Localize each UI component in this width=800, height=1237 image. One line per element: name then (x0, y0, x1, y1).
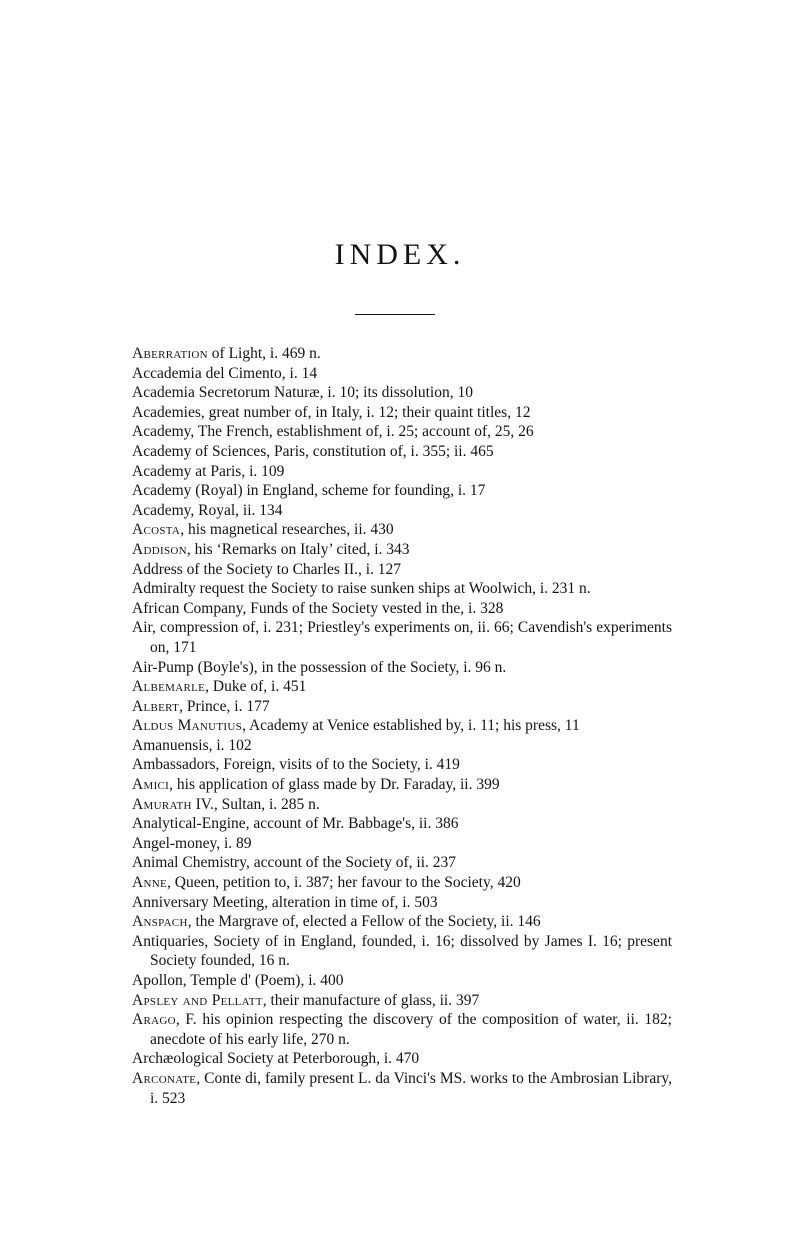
index-entry (132, 775, 672, 795)
index-entry-heading: Apsley and Pellatt (132, 991, 263, 1009)
index-entry (132, 658, 672, 678)
index-entry-text: Academy of Sciences, Paris, constitution of, i. 355; ii. 465 (132, 442, 494, 460)
index-entry (132, 873, 672, 893)
index-entry (132, 677, 672, 697)
index-entries (132, 344, 672, 1108)
index-entry-text: Animal Chemistry, account of the Society of, ii. 237 (132, 854, 457, 872)
index-entry-text: Amanuensis, i. 102 (132, 736, 252, 754)
index-entry-text: , Prince, i. 177 (179, 697, 270, 715)
index-entry (132, 834, 672, 854)
index-entry-text: Analytical-Engine, account of Mr. Babbage's, ii. 386 (132, 815, 459, 833)
index-entry (132, 462, 672, 482)
index-entry-text: , F. his opinion respecting the discovery of the composition of water, ii. 182; anecdote of his early life, 270 n. (150, 1011, 672, 1048)
title-divider (355, 314, 435, 315)
index-entry-heading: Aldus Manutius (132, 717, 243, 735)
index-entry-heading: Albemarle (132, 678, 206, 696)
index-entry-text: Air-Pump (Boyle's), in the possession of the Society, i. 96 n. (132, 658, 507, 676)
index-entry (132, 579, 672, 599)
index-entry (132, 991, 672, 1011)
index-entry-text: Address of the Society to Charles II., i. 127 (132, 560, 402, 578)
index-entry-heading: Aberration (132, 345, 208, 362)
index-entry (132, 716, 672, 736)
index-entry (132, 442, 672, 462)
index-entry (132, 932, 672, 971)
index-entry-heading: Arconate (132, 1069, 197, 1087)
index-entry-text: Archæological Society at Peterborough, i. 470 (132, 1050, 420, 1068)
index-entry (132, 814, 672, 834)
index-entry-heading: Albert (132, 697, 180, 715)
index-entry (132, 599, 672, 619)
index-entry-text: , Academy at Venice established by, i. 11; his press, 11 (242, 717, 580, 735)
index-entry-heading: Anspach (132, 913, 188, 931)
index-entry-text: African Company, Funds of the Society vested in the, i. 328 (132, 599, 504, 617)
index-entry-text: Academy, Royal, ii. 134 (132, 501, 283, 519)
index-entry (132, 422, 672, 442)
index-entry (132, 795, 672, 815)
page-title: INDEX. (334, 238, 466, 271)
index-entry (132, 344, 672, 364)
index-entry-heading: Anne (132, 874, 168, 892)
index-entry-heading: Arago (132, 1011, 176, 1029)
index-entry-text: Apollon, Temple d' (Poem), i. 400 (132, 972, 344, 989)
index-entry-text: , Queen, petition to, i. 387; her favour to the Society, 420 (167, 874, 521, 892)
index-entry (132, 501, 672, 521)
index-entry-heading: Amurath (132, 795, 192, 813)
index-entry-text: Academia Secretorum Naturæ, i. 10; its dissolution, 10 (132, 384, 473, 402)
index-entry-text: Anniversary Meeting, alteration in time of, i. 503 (132, 893, 438, 911)
index-entry (132, 912, 672, 932)
index-entry (132, 893, 672, 913)
index-entry-heading: Addison (132, 540, 187, 558)
index-entry (132, 1049, 672, 1069)
index-entry-heading: Amici (132, 776, 170, 794)
index-entry (132, 481, 672, 501)
index-entry-text: , his ‘Remarks on Italy’ cited, i. 343 (186, 540, 410, 558)
index-entry (132, 403, 672, 423)
index-entry-text: IV., Sultan, i. 285 n. (191, 795, 320, 813)
index-entry-text: , their manufacture of glass, ii. 397 (262, 991, 480, 1009)
index-entry-text: Academies, great number of, in Italy, i. 12; their quaint titles, 12 (132, 403, 531, 421)
index-entry-text: Accademia del Cimento, i. 14 (132, 364, 318, 382)
index-entry (132, 1069, 672, 1108)
index-entry-text: , his application of glass made by Dr. Faraday, ii. 399 (169, 776, 500, 794)
index-entry-text: Air, compression of, i. 231; Priestley's experiments on, ii. 66; Cavendish's experiments on, 171 (132, 619, 672, 656)
index-entry-text: Academy (Royal) in England, scheme for founding, i. 17 (132, 482, 486, 500)
index-entry-text: of Light, i. 469 n. (207, 345, 321, 362)
index-entry-text: , Duke of, i. 451 (205, 678, 307, 696)
index-entry-text: , the Margrave of, elected a Fellow of the Society, ii. 146 (187, 913, 541, 931)
index-entry-text: , his magnetical researches, ii. 430 (180, 521, 394, 539)
index-entry (132, 520, 672, 540)
index-entry-heading: Acosta (132, 521, 181, 539)
index-entry (132, 364, 672, 384)
index-entry-text: Angel-money, i. 89 (132, 834, 252, 852)
index-entry (132, 971, 672, 991)
index-entry (132, 755, 672, 775)
index-entry-text: , Conte di, family present L. da Vinci's MS. works to the Ambrosian Library, i. 523 (150, 1069, 672, 1107)
index-entry (132, 383, 672, 403)
index-entry-text: Ambassadors, Foreign, visits of to the Society, i. 419 (132, 756, 460, 774)
index-entry (132, 697, 672, 717)
index-entry (132, 560, 672, 580)
index-entry-text: Admiralty request the Society to raise sunken ships at Woolwich, i. 231 n. (132, 580, 591, 598)
index-entry-text: Academy, The French, establishment of, i. 25; account of, 25, 26 (132, 423, 534, 441)
index-entry (132, 618, 672, 657)
index-entry (132, 540, 672, 560)
index-entry (132, 1010, 672, 1049)
index-entry (132, 853, 672, 873)
index-entry-text: Academy at Paris, i. 109 (132, 462, 285, 480)
index-entry-text: Antiquaries, Society of in England, founded, i. 16; dissolved by James I. 16; present Society founded, 16 n. (132, 932, 672, 970)
index-entry (132, 736, 672, 756)
